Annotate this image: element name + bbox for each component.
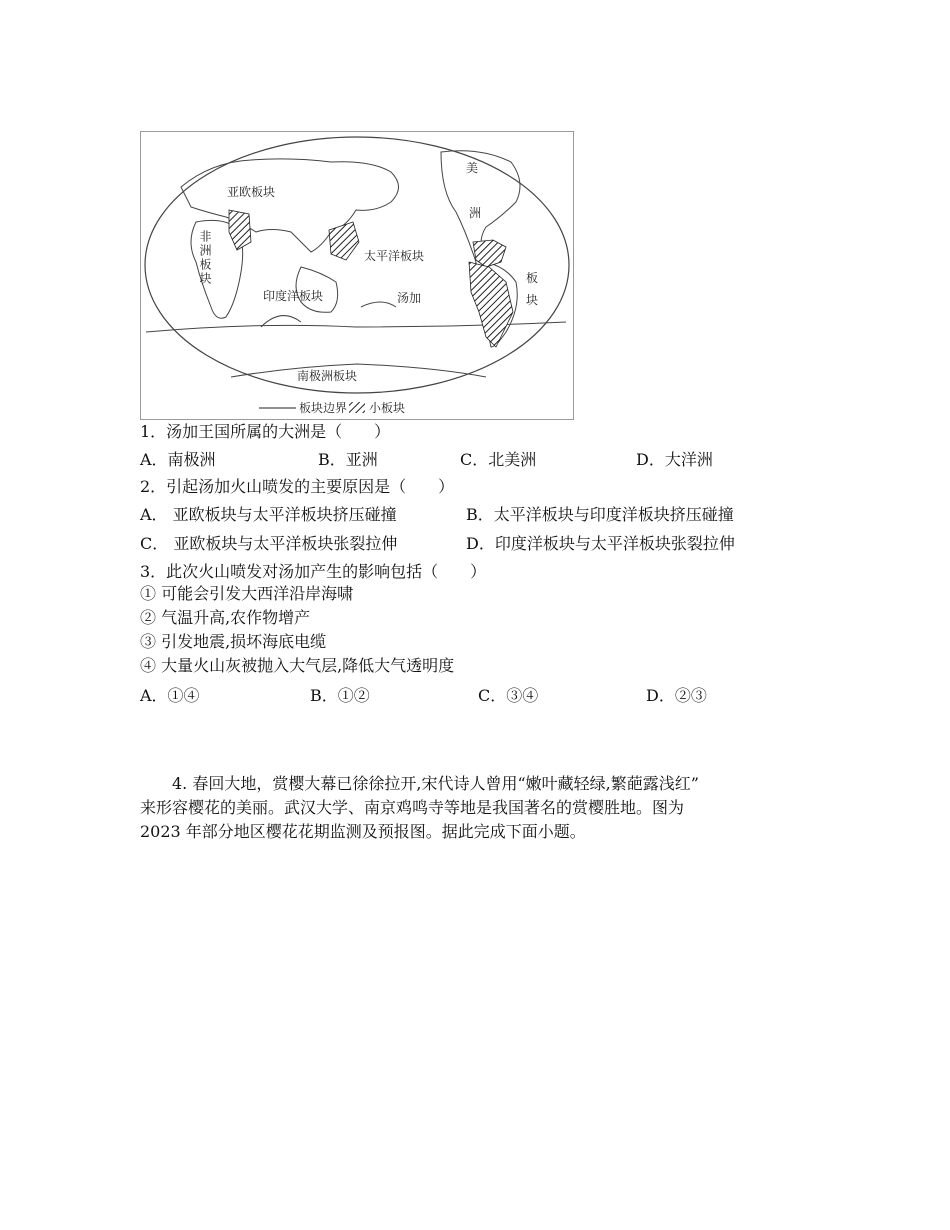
- nazca-small-plate: [469, 262, 513, 347]
- arabian-small-plate: [229, 210, 251, 250]
- legend-hatch-swatch: [349, 402, 365, 413]
- q3-item: ④ 大量火山灰被抛入大气层,降低大气透明度: [140, 656, 455, 675]
- label-american-2: 洲: [469, 206, 482, 220]
- label-tonga: 汤加: [397, 291, 422, 305]
- q3-item: ② 气温升高,农作物增产: [140, 608, 311, 627]
- q4-line: 4. 春回大地，赏樱大幕已徐徐拉开,宋代诗人曾用“嫩叶藏轻绿,繁葩露浅红”: [172, 774, 699, 793]
- q1-option-a[interactable]: A．南极洲: [140, 450, 216, 469]
- label-american-4: 块: [526, 293, 539, 307]
- q1-option-b[interactable]: B．亚洲: [318, 450, 378, 469]
- caribbean-small-plate: [473, 240, 506, 267]
- q2-option-b[interactable]: B．太平洋板块与印度洋板块挤压碰撞: [466, 505, 734, 524]
- q4-paragraph: [140, 772, 820, 844]
- label-american-1: 美: [466, 161, 479, 175]
- q2-option-d[interactable]: D．印度洋板块与太平洋板块张裂拉伸: [466, 534, 735, 553]
- q3-option-b[interactable]: B．①②: [310, 686, 370, 705]
- q3-option-a[interactable]: A．①④: [140, 686, 200, 705]
- q3-item: ① 可能会引发大西洋沿岸海啸: [140, 584, 354, 603]
- label-antarctic-plate: 南极洲板块: [297, 369, 358, 383]
- q2-option-a[interactable]: A． 亚欧板块与太平洋板块挤压碰撞: [140, 505, 397, 524]
- q1-stem: 1．汤加王国所属的大洲是（ ）: [140, 422, 391, 441]
- label-pacific-plate: 太平洋板块: [364, 249, 425, 263]
- q2-option-c[interactable]: C． 亚欧板块与太平洋板块张裂拉伸: [140, 534, 398, 553]
- q4-line: 2023 年部分地区樱花花期监测及预报图。据此完成下面小题。: [140, 822, 586, 841]
- philippine-small-plate: [329, 222, 359, 260]
- q3-option-d[interactable]: D．②③: [646, 686, 707, 705]
- legend-boundary-label: 板块边界: [299, 401, 348, 415]
- q3-stem: 3．此次火山喷发对汤加产生的影响包括（ ）: [140, 562, 487, 581]
- label-african-plate: 非洲板块: [198, 230, 212, 286]
- legend-small-plate-label: 小板块: [369, 401, 406, 415]
- q1-option-c[interactable]: C．北美洲: [460, 450, 537, 469]
- q1-option-d[interactable]: D．大洋洲: [636, 450, 713, 469]
- label-american-3: 板: [526, 271, 539, 285]
- antarctica-shape: [231, 364, 486, 377]
- label-indian-plate: 印度洋板块: [263, 289, 324, 303]
- q3-option-c[interactable]: C．③④: [478, 686, 539, 705]
- q3-item: ③ 引发地震,损坏海底电缆: [140, 632, 327, 651]
- eurasia-shape: [181, 159, 399, 252]
- plate-map-figure: [140, 131, 574, 420]
- label-eurasian-plate: 亚欧板块: [227, 185, 276, 199]
- q2-stem: 2．引起汤加火山喷发的主要原因是（ ）: [140, 477, 455, 496]
- q4-line: 来形容樱花的美丽。武汉大学、南京鸡鸣寺等地是我国著名的赏樱胜地。图为: [140, 798, 685, 817]
- tonga-trench: [361, 302, 396, 307]
